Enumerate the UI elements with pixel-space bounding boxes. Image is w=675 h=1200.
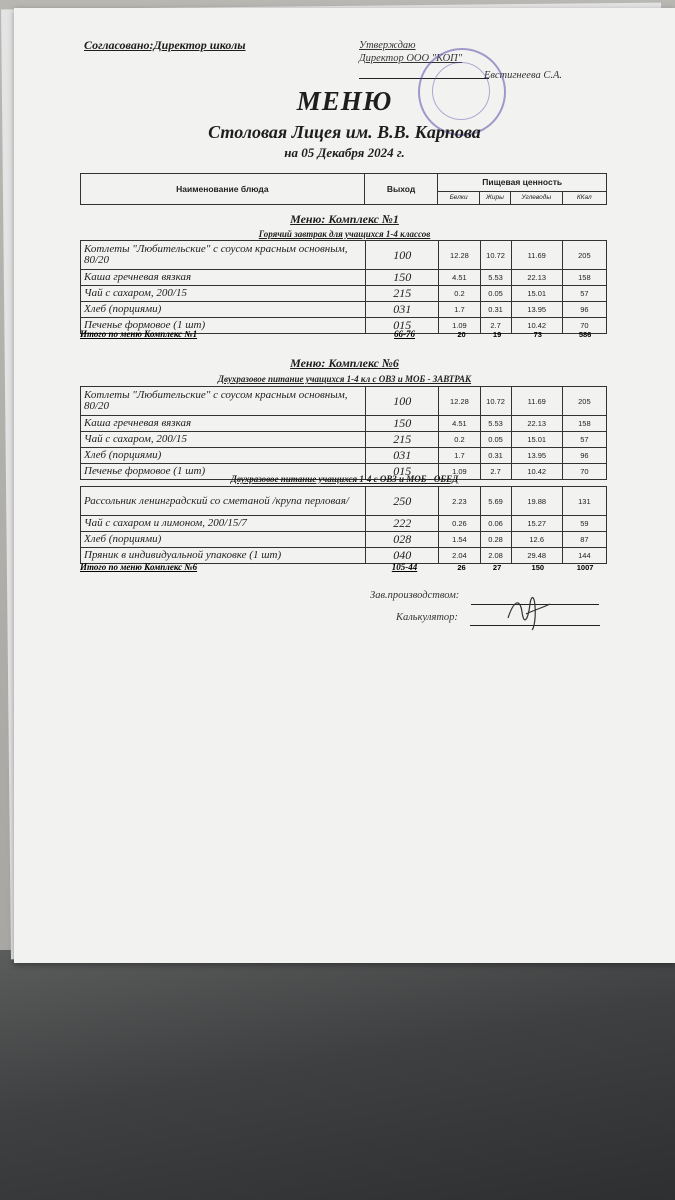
dish-carbs: 15.27 — [511, 516, 562, 532]
dish-yield: 015 — [366, 318, 439, 334]
dish-protein: 2.04 — [439, 548, 480, 564]
dish-fat: 5.53 — [480, 416, 511, 432]
table-row — [81, 302, 607, 318]
table-row — [81, 532, 607, 548]
dish-fat: 0.31 — [480, 302, 511, 318]
header-fat: Жиры — [479, 191, 510, 204]
dish-kcal: 57 — [562, 286, 606, 302]
total-carbs: 150 — [531, 562, 545, 572]
dish-protein: 1.54 — [439, 532, 480, 548]
dish-protein: 1.7 — [439, 302, 480, 318]
dish-yield: 150 — [366, 416, 439, 432]
dish-carbs: 13.95 — [511, 448, 562, 464]
dish-carbs: 10.42 — [511, 464, 562, 480]
header-protein: Белки — [438, 191, 479, 204]
dish-fat: 2.7 — [480, 464, 511, 480]
total-price: 105-44 — [391, 562, 418, 572]
total-carbs: 73 — [533, 329, 542, 339]
dish-kcal: 70 — [562, 318, 606, 334]
menu-document — [14, 8, 675, 963]
dish-yield: 250 — [366, 487, 439, 516]
dish-yield: 015 — [366, 464, 439, 480]
dish-kcal: 57 — [562, 432, 606, 448]
dish-name: Чай с сахаром и лимоном, 200/15/7 — [81, 516, 366, 532]
total-price: 66-76 — [394, 329, 416, 339]
dish-kcal: 144 — [562, 548, 606, 564]
table-row — [81, 270, 607, 286]
dish-yield: 215 — [366, 286, 439, 302]
complex6-breakfast-title: Двухразовое питание учащихся 1-4 кл с ОВЗ и МОБ - ЗАВТРАК — [217, 374, 472, 384]
dish-carbs: 11.69 — [511, 387, 562, 416]
dish-fat: 10.72 — [480, 387, 511, 416]
header-yield: Выход — [364, 174, 438, 205]
dish-carbs: 15.01 — [511, 286, 562, 302]
dish-name: Котлеты "Любительские" с соусом красным основным, 80/20 — [81, 241, 366, 270]
table-row — [81, 432, 607, 448]
dish-name: Пряник в индивидуальной упаковке (1 шт) — [81, 548, 366, 564]
dish-fat: 0.05 — [480, 432, 511, 448]
dish-protein: 12.28 — [439, 241, 480, 270]
total-label: Итого по меню Комплекс №6 — [80, 562, 198, 572]
table-row — [81, 416, 607, 432]
dish-kcal: 205 — [562, 387, 606, 416]
page-subtitle: Столовая Лицея им. В.В. Карпова — [208, 122, 481, 142]
dish-name: Котлеты "Любительские" с соусом красным основным, 80/20 — [81, 387, 366, 416]
dish-kcal: 96 — [562, 448, 606, 464]
dish-protein: 4.51 — [439, 270, 480, 286]
dish-name: Каша гречневая вязкая — [81, 270, 366, 286]
dish-fat: 0.05 — [480, 286, 511, 302]
dish-carbs: 10.42 — [511, 318, 562, 334]
dish-protein: 0.2 — [439, 432, 480, 448]
complex1-breakfast-title: Горячий завтрак для учащихся 1-4 классов — [258, 229, 431, 239]
dish-protein: 0.2 — [439, 286, 480, 302]
dish-fat: 0.06 — [480, 516, 511, 532]
dish-kcal: 96 — [562, 302, 606, 318]
calculator-signature-label: Калькулятор: — [396, 612, 458, 623]
complex6-title: Меню: Комплекс №6 — [290, 356, 399, 370]
total-row — [80, 328, 607, 340]
complex6-total — [80, 561, 607, 573]
total-fat: 27 — [492, 562, 502, 572]
dish-fat: 0.28 — [480, 532, 511, 548]
dish-carbs: 15.01 — [511, 432, 562, 448]
table-row — [81, 241, 607, 270]
header-nutrition: Пищевая ценность — [438, 174, 607, 192]
background-table-surface — [0, 950, 675, 1200]
dish-yield: 100 — [366, 387, 439, 416]
dish-name: Каша гречневая вязкая — [81, 416, 366, 432]
dish-carbs: 22.13 — [511, 416, 562, 432]
page-title: МЕНЮ — [296, 86, 393, 116]
dish-name: Хлеб (порциями) — [81, 302, 366, 318]
dish-protein: 2.23 — [439, 487, 480, 516]
total-label: Итого по меню Комплекс №1 — [80, 329, 198, 339]
complex1-title: Меню: Комплекс №1 — [290, 212, 399, 226]
total-protein: 26 — [457, 562, 466, 572]
approve-director-label: Директор ООО "КОП" — [359, 53, 463, 64]
total-protein: 20 — [457, 329, 466, 339]
table-row — [81, 286, 607, 302]
total-kcal: 1007 — [576, 562, 594, 572]
dish-yield: 222 — [366, 516, 439, 532]
menu-date: на 05 Декабря 2024 г. — [284, 145, 405, 160]
dish-yield: 028 — [366, 532, 439, 548]
complex1-table — [80, 240, 607, 334]
dish-name: Рассольник ленинградский со сметаной /крупа перловая/ — [81, 487, 366, 516]
dish-fat: 2.7 — [480, 318, 511, 334]
approved-by-school-director: Согласовано:Директор школы — [84, 38, 246, 52]
table-row — [81, 516, 607, 532]
dish-carbs: 29.48 — [511, 548, 562, 564]
dish-protein: 1.7 — [439, 448, 480, 464]
dish-fat: 0.31 — [480, 448, 511, 464]
dish-kcal: 59 — [562, 516, 606, 532]
complex6-lunch-table — [80, 486, 607, 564]
dish-kcal: 70 — [562, 464, 606, 480]
dish-protein: 1.09 — [439, 464, 480, 480]
dish-protein: 0.26 — [439, 516, 480, 532]
dish-name: Хлеб (порциями) — [81, 532, 366, 548]
dish-carbs: 19.88 — [511, 487, 562, 516]
header-carbs: Углеводы — [511, 191, 562, 204]
dish-protein: 12.28 — [439, 387, 480, 416]
dish-name: Чай с сахаром, 200/15 — [81, 286, 366, 302]
table-row — [81, 487, 607, 516]
dish-carbs: 12.6 — [511, 532, 562, 548]
complex6-breakfast-table — [80, 386, 607, 480]
dish-carbs: 11.69 — [511, 241, 562, 270]
dish-yield: 031 — [366, 448, 439, 464]
dish-yield: 031 — [366, 302, 439, 318]
signature-scribble-icon — [504, 590, 554, 632]
dish-kcal: 87 — [562, 532, 606, 548]
table-row — [81, 448, 607, 464]
menu-table-header — [80, 173, 607, 205]
dish-name: Чай с сахаром, 200/15 — [81, 432, 366, 448]
header-kcal: ККал — [562, 191, 606, 204]
dish-yield: 040 — [366, 548, 439, 564]
table-row — [81, 387, 607, 416]
director-name: Евстигнеева С.А. — [484, 70, 562, 81]
dish-yield: 215 — [366, 432, 439, 448]
dish-carbs: 22.13 — [511, 270, 562, 286]
approve-label: Утверждаю — [359, 40, 416, 51]
dish-fat: 5.69 — [480, 487, 511, 516]
total-kcal: 586 — [578, 329, 592, 339]
complex1-total — [80, 328, 607, 340]
dish-carbs: 13.95 — [511, 302, 562, 318]
dish-kcal: 158 — [562, 270, 606, 286]
dish-protein: 1.09 — [439, 318, 480, 334]
chef-signature-label: Зав.производством: — [370, 590, 460, 601]
complex6-lunch-title: Двухразовое питание учащихся 1-4 с ОВЗ и МОБ - ОБЕД — [230, 474, 459, 484]
dish-protein: 4.51 — [439, 416, 480, 432]
dish-yield: 150 — [366, 270, 439, 286]
dish-fat: 5.53 — [480, 270, 511, 286]
dish-kcal: 205 — [562, 241, 606, 270]
dish-yield: 100 — [366, 241, 439, 270]
dish-fat: 2.08 — [480, 548, 511, 564]
total-fat: 19 — [492, 329, 502, 339]
dish-kcal: 131 — [562, 487, 606, 516]
dish-kcal: 158 — [562, 416, 606, 432]
header-dish: Наименование блюда — [81, 174, 365, 205]
dish-name: Хлеб (порциями) — [81, 448, 366, 464]
total-row — [80, 561, 607, 573]
dish-name: Печенье формовое (1 шт) — [81, 464, 366, 480]
dish-fat: 10.72 — [480, 241, 511, 270]
dish-name: Печенье формовое (1 шт) — [81, 318, 366, 334]
